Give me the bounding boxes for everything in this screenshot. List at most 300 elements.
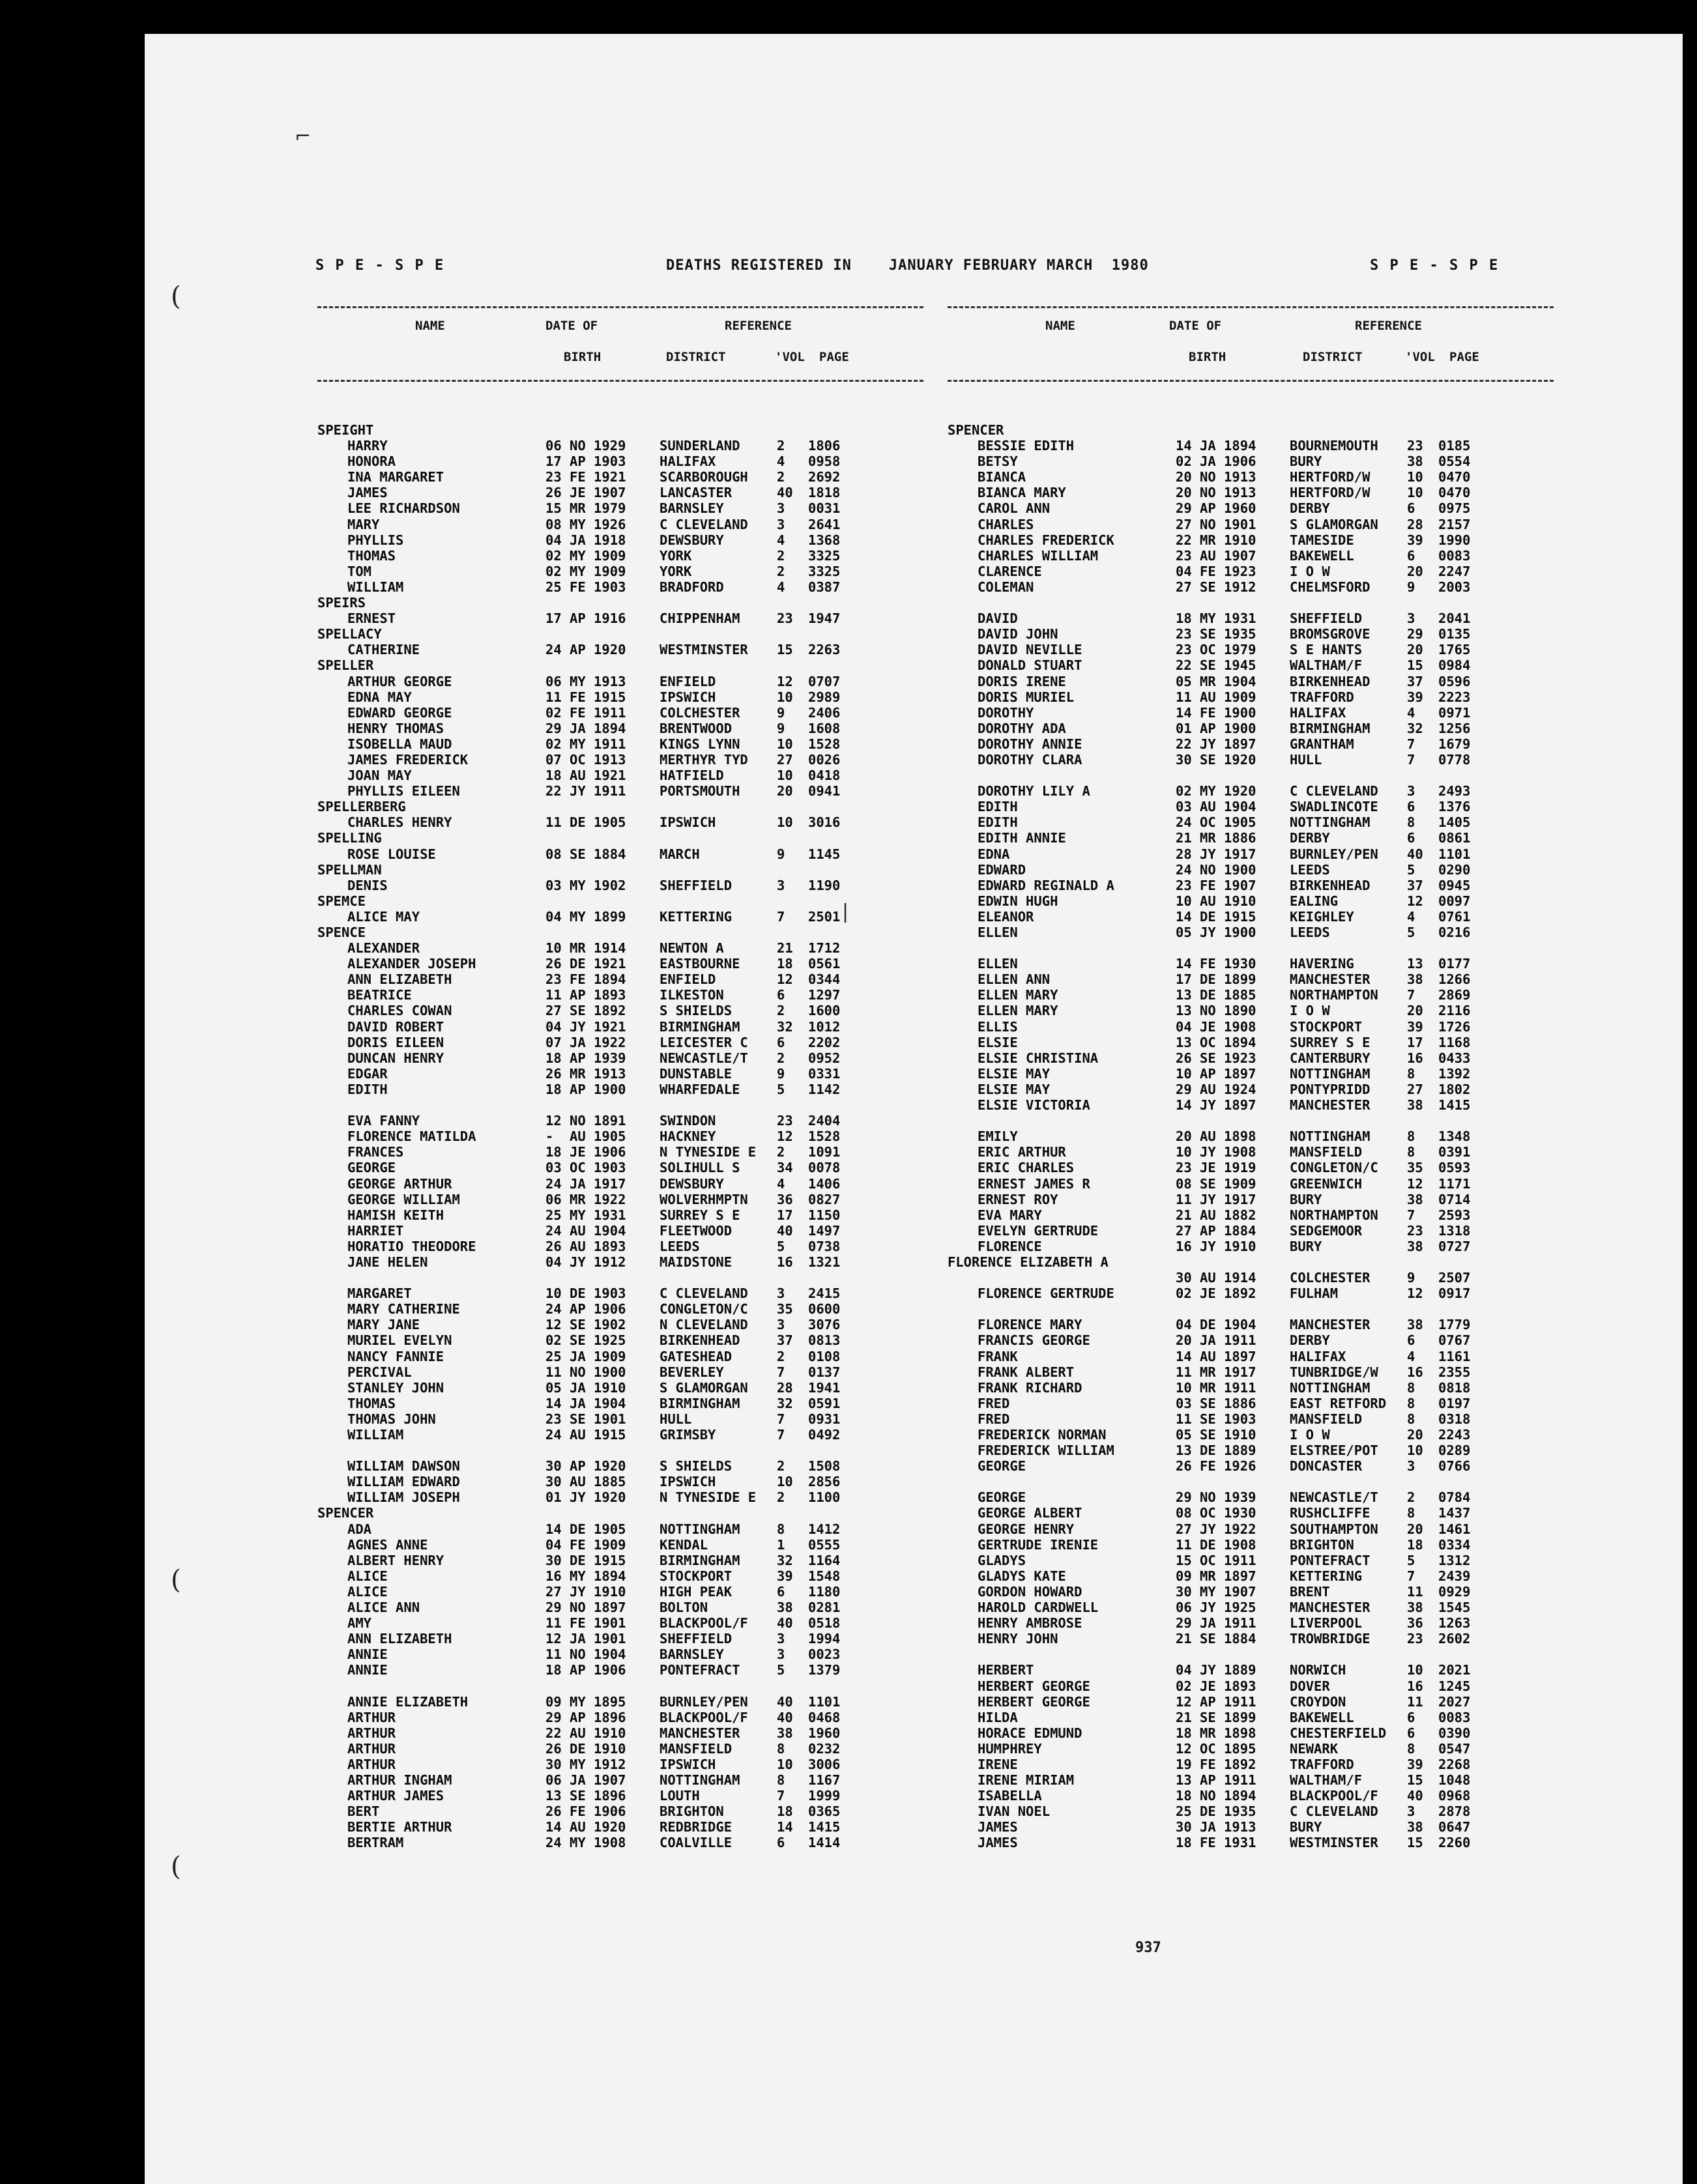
entry-volume: 39: [1407, 689, 1423, 705]
table-row: [948, 1066, 1554, 1082]
entry-district: SURREY S E: [1290, 1034, 1371, 1050]
entry-name: CHARLES: [978, 516, 1034, 532]
entry-birth-date: 16 MY 1894: [545, 1568, 626, 1584]
entry-name: ANNIE: [347, 1662, 388, 1678]
entry-birth-date: 04 MY 1899: [545, 908, 626, 925]
entry-birth-date: 11 NO 1904: [545, 1646, 626, 1663]
entry-name: FRED: [978, 1395, 1010, 1411]
entry-volume: [777, 893, 808, 909]
entry-page: 1297: [808, 987, 841, 1003]
surname-heading: [317, 595, 923, 611]
surname-heading: [317, 893, 923, 909]
entry-name: MURIEL EVELYN: [347, 1332, 452, 1349]
entry-name: ROSE LOUISE: [347, 846, 436, 862]
entry-birth-date: 10 JY 1908: [1176, 1144, 1256, 1160]
entry-volume: 3: [777, 500, 785, 517]
entry-volume: 10: [777, 768, 793, 784]
table-row: [317, 1803, 923, 1819]
entry-district: HAVERING: [1290, 956, 1354, 972]
entry-birth-date: 11 DE 1908: [1176, 1536, 1256, 1553]
entry-birth-date: 10 MR 1914: [545, 940, 626, 956]
entry-name: GLADYS: [978, 1552, 1026, 1568]
entry-district: DOVER: [1290, 1678, 1330, 1694]
entry-page: 1368: [808, 532, 841, 548]
surname-label: SPEIRS: [317, 595, 366, 611]
entry-volume: 8: [777, 1740, 785, 1757]
table-row: [317, 1254, 923, 1270]
entry-district: HULL: [1290, 751, 1322, 768]
entry-volume: 1: [777, 1536, 785, 1553]
reference-header: REFERENCE: [1355, 319, 1422, 333]
entry-page: 1091: [808, 1144, 841, 1160]
entry-volume: 39: [1407, 1018, 1423, 1035]
entry-volume: 9: [777, 704, 785, 721]
entry-name: HERBERT GEORGE: [978, 1678, 1090, 1694]
entry-district: NORTHAMPTON: [1290, 987, 1378, 1003]
table-row: [948, 956, 1554, 971]
entry-birth-date: 13 NO 1890: [1176, 1003, 1256, 1019]
entry-page: 1101: [808, 1693, 841, 1710]
entry-birth-date: 26 AU 1893: [545, 1238, 626, 1254]
entry-birth-date: 30 AU 1914: [1176, 1270, 1256, 1286]
table-row: [948, 1553, 1554, 1568]
entry-birth-date: 11 FE 1901: [545, 1615, 626, 1631]
entry-birth-date: 27 SE 1892: [545, 1003, 626, 1019]
entry-birth-date: 25 DE 1935: [1176, 1803, 1256, 1820]
entry-birth-date: 10 AP 1897: [1176, 1065, 1256, 1082]
entry-name: CLARENCE: [978, 563, 1042, 579]
entry-name: FLORENCE: [978, 1238, 1042, 1254]
entry-birth-date: 29 AU 1924: [1176, 1081, 1256, 1097]
entry-birth-date: 23 OC 1979: [1176, 642, 1256, 658]
entry-page: 0945: [1438, 877, 1471, 893]
entry-volume: 12: [1407, 893, 1423, 909]
entry-district: BURY: [1290, 1819, 1322, 1835]
scan-mark: (: [171, 1565, 181, 1595]
entry-birth-date: 17 AP 1916: [545, 611, 626, 627]
entry-name: WILLIAM: [347, 1427, 404, 1443]
entry-district: DERBY: [1290, 500, 1330, 517]
entry-page: 1545: [1438, 1600, 1471, 1616]
entry-birth-date: [1176, 422, 1290, 438]
entry-page: 2641: [808, 516, 841, 532]
entry-page: [808, 595, 854, 611]
entry-page: 1528: [808, 1128, 841, 1145]
entry-district: C CLEVELAND: [1290, 783, 1378, 799]
entry-page: 2507: [1438, 1270, 1471, 1286]
entry-district: EALING: [1290, 893, 1339, 909]
entry-page: 2501: [808, 908, 841, 925]
surname-heading: [317, 422, 923, 438]
entry-birth-date: 04 FE 1909: [545, 1536, 626, 1553]
entry-district: MARCH: [660, 846, 700, 862]
entry-page: 1818: [808, 485, 841, 501]
entry-volume: 18: [777, 956, 793, 972]
table-row: [948, 485, 1554, 500]
entry-volume: 20: [1407, 1427, 1423, 1443]
entry-district: MERTHYR TYD: [660, 751, 748, 768]
entry-page: 1999: [808, 1788, 841, 1804]
entry-birth-date: 05 MR 1904: [1176, 673, 1256, 689]
table-row: [317, 1694, 923, 1710]
table-row: [317, 642, 923, 657]
entry-volume: 4: [1407, 1348, 1415, 1364]
table-row: [317, 940, 923, 956]
entry-page: 0707: [808, 673, 841, 689]
table-row: [317, 1615, 923, 1631]
table-row: [948, 752, 1554, 768]
entry-birth-date: [545, 595, 660, 611]
entry-name: ISOBELLA MAUD: [347, 736, 452, 752]
vol-header: 'VOL: [1405, 350, 1435, 364]
entry-name: [317, 1443, 545, 1458]
entry-page: [808, 657, 854, 673]
entry-birth-date: 06 JA 1907: [545, 1772, 626, 1789]
entry-birth-date: 23 AU 1907: [1176, 547, 1256, 564]
table-row: [317, 1600, 923, 1615]
entry-district: GRANTHAM: [1290, 736, 1354, 752]
table-row: [948, 721, 1554, 736]
entry-volume: 6: [777, 1835, 785, 1851]
entry-volume: 20: [1407, 1521, 1423, 1537]
table-row: [948, 1725, 1554, 1741]
table-row: [948, 768, 1554, 783]
table-row: [948, 453, 1554, 469]
entry-name: ISABELLA: [978, 1788, 1042, 1804]
entry-district: S GLAMORGAN: [660, 1379, 748, 1396]
entry-name: ALICE: [347, 1568, 388, 1584]
table-row: [317, 1772, 923, 1788]
entry-district: KEIGHLEY: [1290, 908, 1354, 925]
entry-page: 1941: [808, 1379, 841, 1396]
entry-volume: [777, 1678, 808, 1694]
entry-volume: 4: [777, 1175, 785, 1192]
entry-volume: [777, 422, 808, 438]
entry-name: ELLEN MARY: [978, 987, 1058, 1003]
entry-birth-date: 30 DE 1915: [545, 1552, 626, 1568]
entry-district: NOTTINGHAM: [660, 1772, 740, 1789]
entry-volume: 2: [777, 563, 785, 579]
entry-birth-date: 04 JE 1908: [1176, 1018, 1256, 1035]
table-row: [317, 1741, 923, 1757]
table-row: [317, 1489, 923, 1505]
entry-name: DAVID: [978, 611, 1018, 627]
entry-district: ELSTREE/POT: [1290, 1443, 1378, 1459]
entry-district: BRIGHTON: [660, 1803, 724, 1820]
entry-page: 1437: [1438, 1505, 1471, 1521]
table-row: [948, 1443, 1554, 1458]
entry-volume: [777, 657, 808, 673]
entry-page: 2493: [1438, 783, 1471, 799]
entry-volume: [1407, 1301, 1438, 1317]
table-row: [948, 500, 1554, 516]
entry-name: ELLEN MARY: [978, 1003, 1058, 1019]
entry-name: GORDON HOWARD: [978, 1583, 1082, 1600]
entry-birth-date: [545, 657, 660, 673]
entry-birth-date: 07 JA 1922: [545, 1034, 626, 1050]
entry-district: TROWBRIDGE: [1290, 1631, 1371, 1647]
entry-birth-date: 17 AP 1903: [545, 453, 626, 470]
table-row: [948, 971, 1554, 987]
entry-district: WESTMINSTER: [1290, 1835, 1378, 1851]
entry-volume: 10: [777, 1474, 793, 1490]
surname-label: SPENCER: [948, 422, 1004, 438]
entry-page: 3076: [808, 1317, 841, 1333]
entry-name: CAROL ANN: [978, 500, 1051, 517]
table-row: [317, 532, 923, 548]
entry-birth-date: 17 DE 1899: [1176, 971, 1256, 988]
entry-district: TRAFFORD: [1290, 689, 1354, 705]
entry-volume: 8: [1407, 1128, 1415, 1145]
entry-name: LEE RICHARDSON: [347, 500, 460, 517]
entry-name: ELSIE MAY: [978, 1065, 1051, 1082]
entry-page: [1438, 1474, 1484, 1489]
entry-birth-date: 09 MR 1897: [1176, 1568, 1256, 1584]
entry-volume: 2: [777, 1348, 785, 1364]
entry-page: 2692: [808, 469, 841, 485]
entry-page: 0344: [808, 971, 841, 988]
entry-page: 2263: [808, 642, 841, 658]
entry-name: DOROTHY ADA: [978, 720, 1066, 736]
date-of-header: DATE OF: [545, 319, 598, 333]
entry-volume: 16: [1407, 1678, 1423, 1694]
birth-header: BIRTH: [564, 350, 602, 364]
entry-district: ENFIELD: [660, 971, 716, 988]
entry-birth-date: [1176, 1301, 1290, 1317]
entry-page: 3325: [808, 547, 841, 564]
entry-name: NANCY FANNIE: [347, 1348, 444, 1364]
entry-volume: 38: [1407, 453, 1423, 470]
entry-name: ARTHUR INGHAM: [347, 1772, 452, 1789]
table-row: [317, 1474, 923, 1489]
entry-district: BURY: [1290, 1238, 1322, 1254]
table-row: [948, 705, 1554, 721]
entry-page: 0761: [1438, 908, 1471, 925]
entry-district: BIRKENHEAD: [1290, 673, 1371, 689]
surname-label: FLORENCE ELIZABETH A: [948, 1254, 1109, 1270]
table-row: [948, 846, 1554, 862]
table-row: [317, 689, 923, 705]
entry-birth-date: 18 JE 1906: [545, 1144, 626, 1160]
entry-page: 0766: [1438, 1458, 1471, 1474]
entry-volume: 39: [777, 1568, 793, 1584]
entry-birth-date: 24 AP 1906: [545, 1301, 626, 1317]
entry-page: 1600: [808, 1003, 841, 1019]
entry-district: DONCASTER: [1290, 1458, 1363, 1474]
table-row: [317, 1301, 923, 1317]
entry-page: 0387: [808, 579, 841, 595]
entry-name: CHARLES FREDERICK: [978, 532, 1114, 548]
entry-district: BLACKPOOL/F: [660, 1709, 748, 1725]
entry-name: PHYLLIS: [347, 532, 404, 548]
entry-district: [660, 595, 777, 611]
table-row: [317, 1207, 923, 1223]
entry-district: HALIFAX: [1290, 1348, 1346, 1364]
entry-page: 1415: [1438, 1097, 1471, 1114]
entry-district: NEWARK: [1290, 1740, 1339, 1757]
entry-page: 1318: [1438, 1222, 1471, 1239]
entry-name: PHYLLIS EILEEN: [347, 783, 460, 799]
entry-birth-date: 24 AP 1920: [545, 642, 626, 658]
entry-birth-date: 04 FE 1923: [1176, 563, 1256, 579]
entry-volume: 18: [1407, 1536, 1423, 1553]
entry-birth-date: 16 JY 1910: [1176, 1238, 1256, 1254]
entry-volume: 35: [1407, 1160, 1423, 1176]
entry-page: 2202: [808, 1034, 841, 1050]
entry-volume: 14: [777, 1819, 793, 1835]
entry-volume: 6: [1407, 500, 1415, 517]
table-row: [317, 1286, 923, 1301]
table-row: [317, 1819, 923, 1835]
entry-page: 0083: [1438, 1709, 1471, 1725]
entry-name: HONORA: [347, 453, 396, 470]
entry-volume: [777, 799, 808, 814]
entry-district: [1290, 1113, 1407, 1128]
entry-district: [660, 799, 777, 814]
table-row: [317, 1019, 923, 1035]
entry-name: BIANCA MARY: [978, 485, 1066, 501]
entry-birth-date: 08 OC 1930: [1176, 1505, 1256, 1521]
entry-district: SHEFFIELD: [660, 1631, 732, 1647]
table-row: [948, 595, 1554, 611]
entry-birth-date: [545, 626, 660, 642]
entry-district: BLACKPOOL/F: [660, 1615, 748, 1631]
entry-page: 0470: [1438, 485, 1471, 501]
entry-district: GREENWICH: [1290, 1175, 1363, 1192]
entry-name: ALICE: [347, 1583, 388, 1600]
entry-volume: 5: [777, 1662, 785, 1678]
entry-volume: 2: [777, 1050, 785, 1066]
table-row: [948, 1207, 1554, 1223]
table-row: [948, 878, 1554, 893]
entry-page: 0714: [1438, 1191, 1471, 1207]
surname-label: SPEMCE: [317, 893, 366, 909]
entry-name: DONALD STUART: [978, 657, 1082, 674]
entry-volume: 20: [1407, 563, 1423, 579]
table-row: [317, 1396, 923, 1411]
surname-label: SPELLMAN: [317, 861, 382, 878]
entry-page: 0975: [1438, 500, 1471, 517]
entry-name: ALBERT HENRY: [347, 1552, 444, 1568]
table-row: [317, 1349, 923, 1364]
entry-page: 1994: [808, 1631, 841, 1647]
entry-name: GEORGE: [978, 1489, 1026, 1506]
scan-mark: (: [171, 1852, 181, 1882]
entry-page: 0289: [1438, 1443, 1471, 1459]
entry-page: 1145: [808, 846, 841, 862]
entry-district: BIRMINGHAM: [660, 1395, 740, 1411]
table-row: [317, 1160, 923, 1175]
entry-volume: 3: [777, 1286, 785, 1302]
entry-volume: 37: [777, 1332, 793, 1349]
entry-district: DERBY: [1290, 830, 1330, 846]
entry-volume: 8: [777, 1521, 785, 1537]
entry-volume: [777, 1097, 808, 1113]
entry-page: 0026: [808, 751, 841, 768]
entry-district: BRIGHTON: [1290, 1536, 1354, 1553]
table-row: [317, 783, 923, 799]
table-row: [948, 1019, 1554, 1035]
table-row: [948, 1128, 1554, 1144]
column-header: [948, 306, 1554, 382]
entry-name: ANNIE: [347, 1646, 388, 1663]
entry-birth-date: 02 SE 1925: [545, 1332, 626, 1349]
entry-birth-date: 12 OC 1895: [1176, 1740, 1256, 1757]
entry-volume: 10: [777, 1756, 793, 1772]
entry-volume: 38: [1407, 1191, 1423, 1207]
table-row: [948, 1678, 1554, 1694]
entry-birth-date: 25 JA 1909: [545, 1348, 626, 1364]
entry-page: 2404: [808, 1113, 841, 1129]
entry-volume: [777, 830, 808, 846]
page-number: 937: [1135, 1940, 1161, 1956]
entry-birth-date: 23 SE 1935: [1176, 626, 1256, 642]
entry-volume: 2: [777, 1003, 785, 1019]
entry-district: BIRMINGHAM: [660, 1552, 740, 1568]
table-row: [948, 674, 1554, 689]
entry-name: EDWARD GEORGE: [347, 704, 452, 721]
entry-page: 1528: [808, 736, 841, 752]
entry-name: MARGARET: [347, 1286, 412, 1302]
entry-page: [1438, 422, 1484, 438]
table-row: [317, 1835, 923, 1850]
entry-page: 1802: [1438, 1081, 1471, 1097]
entry-district: [660, 1097, 777, 1113]
entry-volume: 16: [1407, 1050, 1423, 1066]
entry-volume: 8: [1407, 1144, 1415, 1160]
entry-name: DORIS EILEEN: [347, 1034, 444, 1050]
entry-page: 1161: [1438, 1348, 1471, 1364]
entry-birth-date: 13 DE 1889: [1176, 1443, 1256, 1459]
entry-volume: 10: [777, 689, 793, 705]
entry-name: THOMAS: [347, 547, 396, 564]
entry-name: DOROTHY ANNIE: [978, 736, 1082, 752]
entry-page: 0197: [1438, 1395, 1471, 1411]
table-row: [317, 469, 923, 485]
entry-name: DAVID JOHN: [978, 626, 1058, 642]
entry-volume: 2: [1407, 1489, 1415, 1506]
table-row: [948, 1223, 1554, 1239]
entry-district: SOUTHAMPTON: [1290, 1521, 1378, 1537]
entry-volume: 8: [1407, 1395, 1415, 1411]
entry-page: 0365: [808, 1803, 841, 1820]
table-row: [948, 1286, 1554, 1301]
entry-volume: 9: [777, 720, 785, 736]
entry-district: SHEFFIELD: [660, 877, 732, 893]
header-right: S P E - S P E: [1370, 257, 1500, 274]
entry-name: MARY JANE: [347, 1317, 420, 1333]
entry-volume: 5: [1407, 861, 1415, 878]
entry-name: EMILY: [978, 1128, 1018, 1145]
entry-district: CROYDON: [1290, 1693, 1346, 1710]
entry-volume: 10: [777, 814, 793, 831]
surname-heading: [948, 422, 1554, 438]
surname-label: SPELLER: [317, 657, 374, 674]
entry-district: CHIPPENHAM: [660, 611, 740, 627]
entry-birth-date: 12 SE 1902: [545, 1317, 626, 1333]
entry-volume: 29: [1407, 626, 1423, 642]
entry-district: COLCHESTER: [1290, 1270, 1371, 1286]
surname-label: SPELLACY: [317, 626, 382, 642]
entry-page: 1497: [808, 1222, 841, 1239]
table-row: [317, 956, 923, 971]
entry-birth-date: 14 FE 1930: [1176, 956, 1256, 972]
entry-birth-date: 04 DE 1904: [1176, 1317, 1256, 1333]
entry-birth-date: 14 AU 1897: [1176, 1348, 1256, 1364]
entry-volume: 2: [777, 469, 785, 485]
entry-district: MANCHESTER: [1290, 1097, 1371, 1114]
entry-district: BURNLEY/PEN: [660, 1693, 748, 1710]
